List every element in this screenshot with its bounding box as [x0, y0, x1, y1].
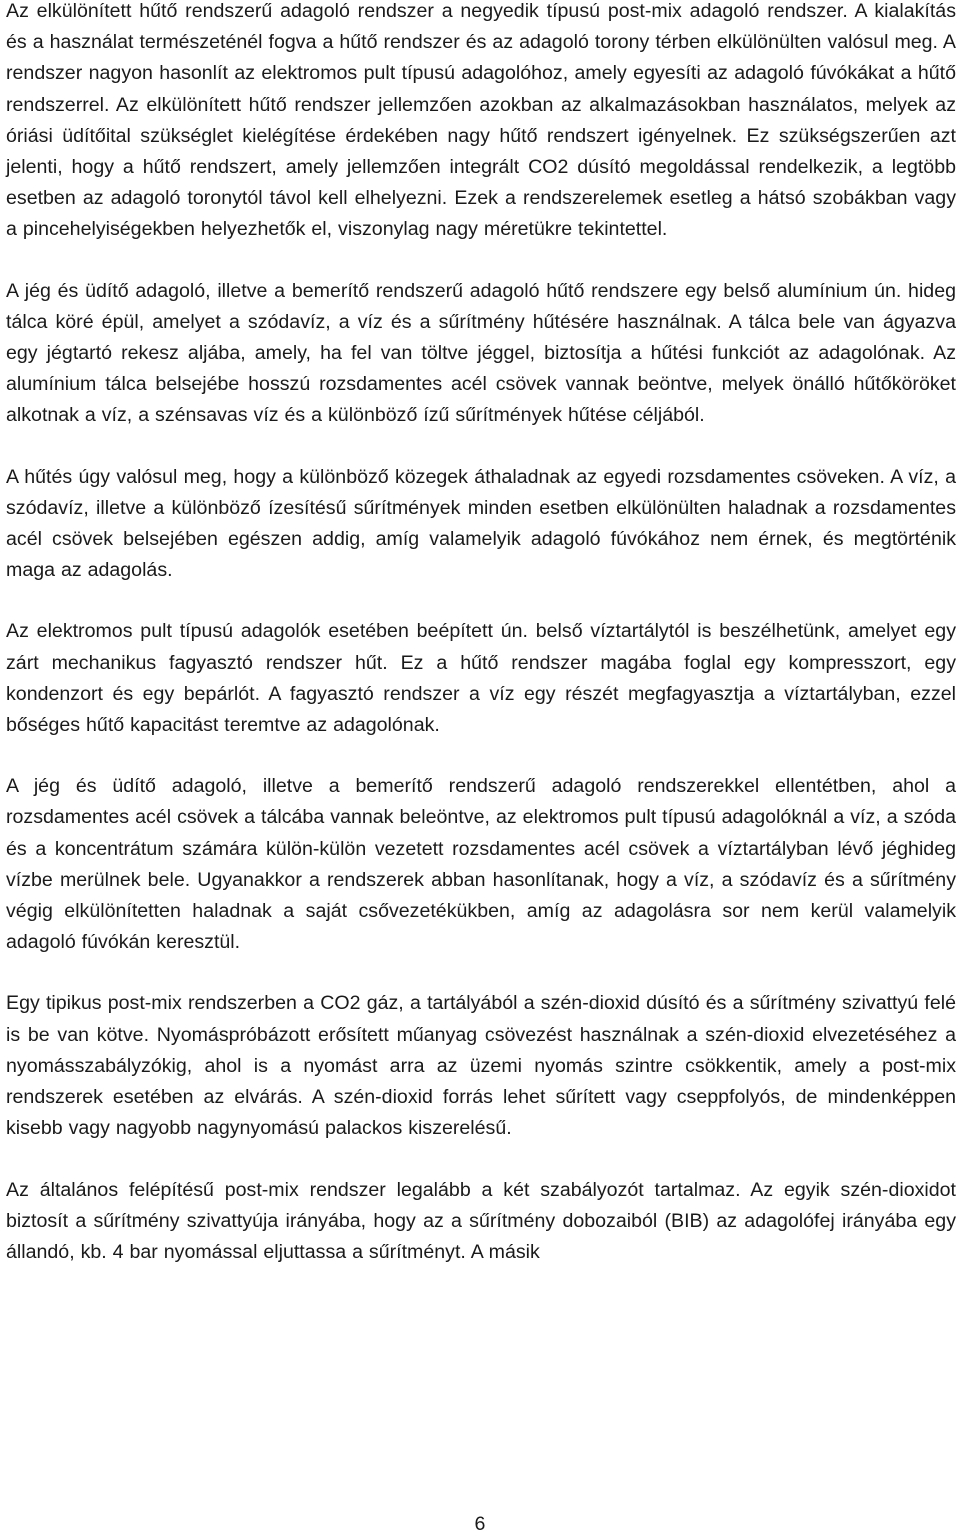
- paragraph-co2-gas: Egy tipikus post-mix rendszerben a CO2 gáz, a tartályából a szén-dioxid dúsító és a sűrítmény szivattyú felé is be van kötve. Nyomáspróbázott erősített műanyag csövezést használnak a szén-dioxid elvezetéséhez a nyomásszabályzókig, ahol is a nyomást arra az üzemi nyomás szintre csökkentik, amely a post-mix rendszerek esetében az elvárás. A szén-dioxid forrás lehet sűrített vagy cseppfolyós, de mindenképpen kisebb vagy nagyobb nagynyomású palackos kiszerelésű.: [6, 992, 956, 1140]
- document-body: [6, 0, 956, 1298]
- paragraph-regulators: Az általános felépítésű post-mix rendszer legalább a két szabályozót tartalmaz. Az egyik szén-dioxidot biztosít a sűrítmény szivattyúja irányába, hogy az a sűrítmény dobozaiból (BIB) az adagolófej irányába egy állandó, kb. 4 bar nyomással eljuttassa a sűrítményt. A másik: [6, 1178, 956, 1263]
- page-number: 6: [474, 1513, 486, 1535]
- paragraph-separated-cooling: Az elkülönített hűtő rendszerű adagoló rendszer a negyedik típusú post-mix adagoló rendszer. A kialakítás és a használat természeténél fogva a hűtő rendszer és az adagoló torony térben elkülönülten valósul meg. A rendszer nagyon hasonlít az elektromos pult típusú adagolóhoz, amely egyesíti az adagoló fúvókákat a hűtő rendszerrel. Az elkülönített hűtő rendszer jellemzően azokban az alkalmazásokban használatos, melyek az óriási üdítőital szükséglet kielégítése érdekében nagy hűtő rendszert igényelnek. Ez szükségszerűen azt jelenti, hogy a hűtő rendszert, amely jellemzően integrált CO2 dúsító megoldással rendelkezik, a legtöbb esetben az adagoló toronytól távol kell elhelyezni. Ezek a rendszerelemek esetleg a hátsó szobákban vagy a pincehelyiségekben helyezhetők el, viszonylag nagy méretükre tekintettel.: [6, 0, 956, 241]
- paragraph-cold-plate: A jég és üdítő adagoló, illetve a bemerítő rendszerű adagoló hűtő rendszere egy belső alumínium ún. hideg tálca köré épül, amelyet a szódavíz, a víz és a sűrítmény hűtésére használnak. A tálca bele van ágyazva egy jégtartó rekesz aljába, amely, ha fel van töltve jéggel, biztosítja a hűtési funkciót az adagolónak. Az alumínium tálca belsejébe hosszú rozsdamentes acél csövek vannak beöntve, melyek önálló hűtőköröket alkotnak a víz, a szénsavas víz és a különböző ízű sűrítmények hűtése céljából.: [6, 279, 956, 427]
- paragraph-comparison: A jég és üdítő adagoló, illetve a bemerítő rendszerű adagoló rendszerekkel ellentétben, ahol a rozsdamentes acél csövek a tálcába vannak beleöntve, az elektromos pult típusú adagolóknál a víz, a szóda és a koncentrátum számára külön-külön vezetett rozsdamentes acél csövek a víztartályban lévő jéghideg vízbe merülnek bele. Ugyanakkor a rendszerek abban hasonlítanak, hogy a víz, a szódavíz és a sűrítmény végig elkülönítetten haladnak a saját csővezetékükben, amíg az adagolásra sor nem kerül valamelyik adagoló fúvókán keresztül.: [6, 775, 956, 954]
- paragraph-cooling-process: A hűtés úgy valósul meg, hogy a különböző közegek áthaladnak az egyedi rozsdamentes csöveken. A víz, a szódavíz, illetve a különböző ízesítésű sűrítmények minden esetben elkülönülten haladnak a rozsdamentes acél csövek belsejében egészen addig, amíg valamelyik adagoló fúvókához nem érnek, és megtörténik maga az adagolás.: [6, 465, 956, 582]
- paragraph-electric-counter: Az elektromos pult típusú adagolók esetében beépített ún. belső víztartálytól is beszélhetünk, amelyet egy zárt mechanikus fagyasztó rendszer hűt. Ez a hűtő rendszer magába foglal egy kompresszort, egy kondenzort és egy bepárlót. A fagyasztó rendszer a víz egy részét megfagyasztja a víztartályban, ezzel bőséges hűtő kapacitást teremtve az adagolónak.: [6, 620, 956, 737]
